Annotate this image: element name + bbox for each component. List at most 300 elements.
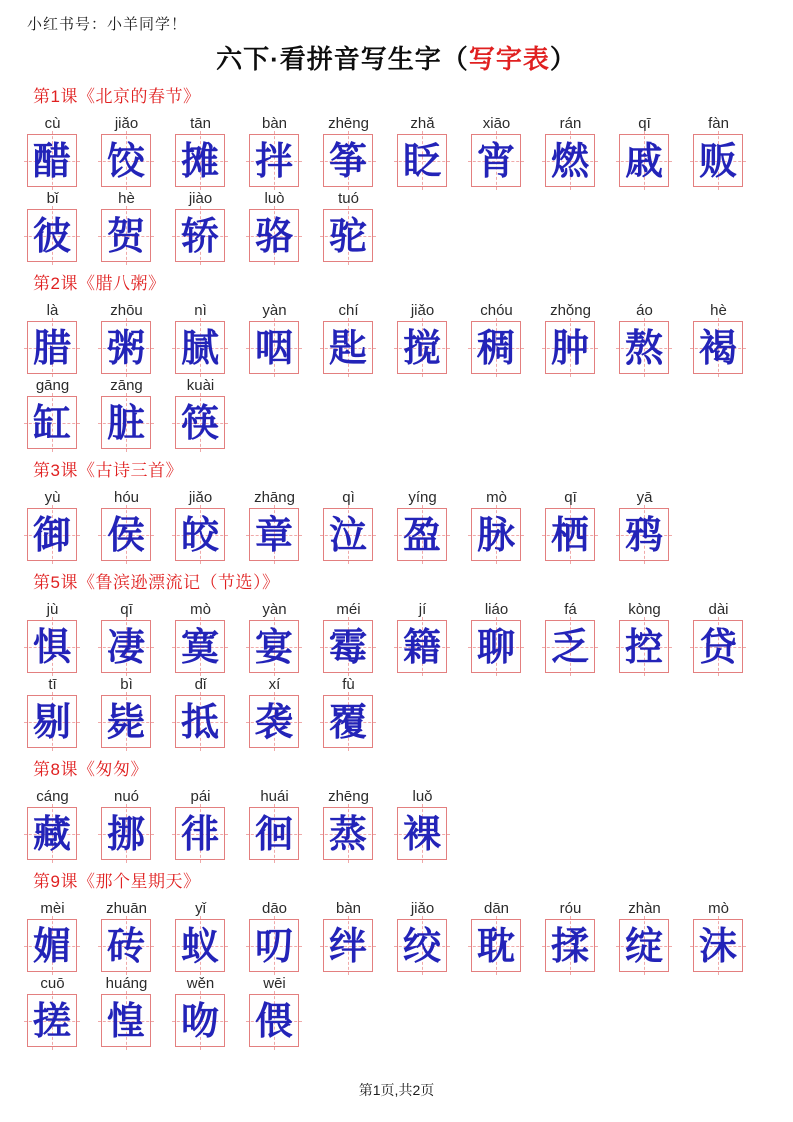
char-grid-box [397,919,447,972]
pinyin-label: là [46,302,59,319]
char-grid-box [471,620,521,673]
char-grid-box [27,396,77,449]
pinyin-label: zhōu [110,302,143,319]
pinyin-label: zhǒng [550,302,591,319]
char-row [27,601,766,673]
char-cell [101,788,152,860]
character-glyph: 籍 [402,623,441,669]
pinyin-label: bǐ [46,190,59,207]
char-grid-box [27,134,77,187]
char-cell [27,115,78,187]
char-cell [249,788,300,860]
char-grid-box [249,620,299,673]
character-glyph: 徊 [254,810,293,856]
char-grid-box [27,919,77,972]
char-row [27,676,766,748]
char-grid-box [323,321,373,374]
character-glyph: 徘 [180,810,219,856]
char-cell [101,115,152,187]
pinyin-label: rán [559,115,582,132]
character-glyph: 吻 [180,997,219,1043]
char-grid-box [249,994,299,1047]
character-glyph: 醋 [32,137,71,183]
char-cell [175,489,226,561]
char-cell [249,489,300,561]
pinyin-label: hè [118,190,135,207]
character-glyph: 粥 [106,324,145,370]
pinyin-label: xiāo [482,115,511,132]
character-glyph: 褐 [698,324,737,370]
character-glyph: 摊 [180,137,219,183]
char-grid-box [27,994,77,1047]
lesson-section [27,871,766,1047]
pinyin-label: huáng [105,975,148,992]
char-grid-box [101,209,151,262]
char-grid-box [175,508,225,561]
pinyin-label: xí [268,676,281,693]
character-glyph: 御 [32,511,71,557]
char-grid-box [471,508,521,561]
sections-container [27,86,766,1047]
char-row [27,900,766,972]
page-title [27,43,766,75]
char-cell [175,676,226,748]
char-cell [693,302,744,374]
character-glyph: 裸 [402,810,441,856]
pinyin-label: wēi [263,975,286,992]
char-cell [545,900,596,972]
char-cell [101,601,152,673]
character-glyph: 宴 [254,623,293,669]
char-cell [101,377,152,449]
char-cell [471,601,522,673]
character-glyph: 控 [624,623,663,669]
char-cell [175,975,226,1047]
pinyin-label: chóu [480,302,513,319]
pinyin-label: yàn [262,302,287,319]
pinyin-label: pái [190,788,211,805]
char-grid-box [693,620,743,673]
char-grid-box [27,620,77,673]
pinyin-label: mò [486,489,507,506]
char-cell [175,900,226,972]
char-grid-box [545,919,595,972]
pinyin-label: bàn [261,115,288,132]
char-cell [101,676,152,748]
character-glyph: 贩 [698,137,737,183]
pinyin-label: hè [710,302,727,319]
pinyin-label: huái [260,788,289,805]
pinyin-label: méi [336,601,361,618]
pinyin-label: zhēng [328,788,369,805]
char-grid-box [323,508,373,561]
char-grid-box [323,134,373,187]
lesson-section [27,759,766,860]
char-grid-box [397,321,447,374]
pinyin-label: fá [564,601,577,618]
char-grid-box [175,807,225,860]
lesson-section [27,572,766,748]
pinyin-label: zhàn [628,900,661,917]
pinyin-label: qī [564,489,577,506]
pinyin-label: fù [342,676,355,693]
pinyin-label: jù [46,601,59,618]
character-glyph: 乏 [550,623,589,669]
char-cell [101,302,152,374]
char-grid-box [397,620,447,673]
character-glyph: 眨 [402,137,441,183]
char-cell [619,115,670,187]
character-glyph: 藏 [32,810,71,856]
lesson-section [27,86,766,262]
char-cell [323,601,374,673]
lesson-heading: 第1课《北京的春节》 [33,87,201,106]
character-glyph: 耽 [476,922,515,968]
char-grid-box [175,919,225,972]
char-cell [175,601,226,673]
character-glyph: 抵 [180,698,219,744]
character-glyph: 蒸 [328,810,367,856]
pinyin-label: dài [708,601,729,618]
char-cell [471,115,522,187]
character-glyph: 皎 [180,511,219,557]
char-cell [323,676,374,748]
character-glyph: 聊 [476,623,515,669]
char-cell [323,489,374,561]
char-grid-box [175,321,225,374]
lesson-section [27,460,766,561]
pinyin-label: luǒ [412,788,433,805]
pinyin-label: nuó [113,788,140,805]
char-grid-box [101,321,151,374]
lesson-heading: 第3课《古诗三首》 [33,461,183,480]
character-glyph: 肿 [550,324,589,370]
lesson-heading: 第2课《腊八粥》 [33,274,166,293]
pinyin-label: wěn [186,975,215,992]
char-grid-box [175,209,225,262]
char-cell [323,115,374,187]
char-grid-box [249,695,299,748]
pinyin-label: bì [120,676,133,693]
char-grid-box [27,807,77,860]
char-grid-box [545,508,595,561]
pinyin-label: dǐ [194,676,207,693]
char-grid-box [693,321,743,374]
character-glyph: 鸦 [624,511,663,557]
char-grid-box [323,807,373,860]
char-cell [175,788,226,860]
pinyin-label: dān [483,900,510,917]
character-glyph: 惧 [32,623,71,669]
character-glyph: 脉 [476,511,515,557]
char-cell [175,190,226,262]
character-glyph: 盈 [402,511,441,557]
pinyin-label: jiào [188,190,213,207]
pinyin-label: mèi [40,900,65,917]
character-glyph: 剔 [32,698,71,744]
character-glyph: 覆 [328,698,367,744]
char-cell [471,302,522,374]
char-grid-box [545,134,595,187]
pinyin-label: kòng [628,601,661,618]
pinyin-label: luò [264,190,285,207]
char-grid-box [323,695,373,748]
pinyin-label: nì [194,302,207,319]
char-cell [471,900,522,972]
character-glyph: 骆 [254,212,293,258]
char-grid-box [249,508,299,561]
character-glyph: 揉 [550,922,589,968]
char-cell [619,900,670,972]
char-grid-box [101,620,151,673]
character-glyph: 袭 [254,698,293,744]
char-grid-box [101,134,151,187]
character-glyph: 惶 [106,997,145,1043]
char-cell [397,601,448,673]
char-cell [693,601,744,673]
char-grid-box [471,321,521,374]
char-cell [397,302,448,374]
pinyin-label: liáo [484,601,509,618]
character-glyph: 咽 [254,324,293,370]
character-glyph: 蚁 [180,922,219,968]
pinyin-label: jiǎo [188,489,213,506]
char-cell [27,302,78,374]
lesson-heading: 第9课《那个星期天》 [33,872,201,891]
char-cell [619,302,670,374]
char-cell [27,975,78,1047]
char-cell [101,489,152,561]
char-cell [693,115,744,187]
character-glyph: 彼 [32,212,71,258]
character-glyph: 熬 [624,324,663,370]
char-cell [27,601,78,673]
character-glyph: 叨 [254,922,293,968]
char-grid-box [249,134,299,187]
char-grid-box [175,396,225,449]
char-cell [397,115,448,187]
character-glyph: 章 [254,511,293,557]
page-title-highlight: 写字表 [468,44,550,74]
character-glyph: 沫 [698,922,737,968]
char-grid-box [619,508,669,561]
char-grid-box [175,620,225,673]
pinyin-label: zhuān [106,900,147,917]
char-cell [471,489,522,561]
character-glyph: 腻 [180,324,219,370]
char-grid-box [27,209,77,262]
pinyin-label: yǐ [195,900,206,917]
char-grid-box [101,994,151,1047]
pinyin-label: hóu [113,489,140,506]
character-glyph: 稠 [476,324,515,370]
char-grid-box [27,508,77,561]
pinyin-label: yā [636,489,653,506]
char-grid-box [101,695,151,748]
char-cell [27,900,78,972]
watermark-text: 小红书号：小羊同学！ [27,16,188,33]
pinyin-label: cù [44,115,61,132]
character-glyph: 驼 [328,212,367,258]
character-glyph: 贷 [698,623,737,669]
character-glyph: 筝 [328,137,367,183]
char-grid-box [619,620,669,673]
char-row [27,377,766,449]
character-glyph: 戚 [624,137,663,183]
character-glyph: 寞 [180,623,219,669]
pinyin-label: fàn [708,115,729,132]
lesson-heading: 第5课《鲁滨逊漂流记（节选）》 [33,573,280,592]
character-glyph: 媚 [32,922,71,968]
character-glyph: 匙 [328,324,367,370]
char-cell [693,900,744,972]
pinyin-label: tān [190,115,211,132]
character-glyph: 挪 [106,810,145,856]
char-grid-box [175,134,225,187]
character-glyph: 绊 [328,922,367,968]
char-grid-box [249,919,299,972]
char-cell [397,900,448,972]
pinyin-label: yù [44,489,61,506]
char-cell [545,302,596,374]
char-grid-box [545,321,595,374]
character-glyph: 缸 [32,399,71,445]
pinyin-label: jiǎo [114,115,139,132]
char-grid-box [101,396,151,449]
pinyin-label: jí [418,601,427,618]
pinyin-label: zhēng [328,115,369,132]
pinyin-label: yàn [262,601,287,618]
char-grid-box [27,695,77,748]
character-glyph: 燃 [550,137,589,183]
char-grid-box [249,807,299,860]
pinyin-label: mò [190,601,211,618]
pinyin-label: cáng [36,788,69,805]
char-cell [323,302,374,374]
char-grid-box [249,321,299,374]
char-cell [101,190,152,262]
char-cell [323,900,374,972]
pinyin-label: qī [120,601,133,618]
char-row [27,302,766,374]
char-cell [397,788,448,860]
char-grid-box [249,209,299,262]
char-grid-box [175,994,225,1047]
character-glyph: 泣 [328,511,367,557]
char-grid-box [175,695,225,748]
char-grid-box [619,321,669,374]
pinyin-label: mò [708,900,729,917]
char-cell [27,676,78,748]
page-title-suffix: ） [549,44,577,74]
pinyin-label: jiǎo [410,302,435,319]
char-cell [545,489,596,561]
char-cell [545,115,596,187]
char-cell [27,190,78,262]
char-grid-box [101,508,151,561]
char-grid-box [693,919,743,972]
char-row [27,190,766,262]
char-grid-box [397,134,447,187]
char-cell [249,601,300,673]
pinyin-label: zhǎ [410,115,435,132]
char-cell [27,489,78,561]
char-cell [101,900,152,972]
char-grid-box [101,919,151,972]
character-glyph: 宵 [476,137,515,183]
pinyin-label: zhāng [254,489,295,506]
character-glyph: 轿 [180,212,219,258]
char-grid-box [323,620,373,673]
char-grid-box [693,134,743,187]
pinyin-label: tī [48,676,57,693]
char-cell [323,788,374,860]
char-grid-box [471,134,521,187]
lesson-heading: 第8课《匆匆》 [33,760,148,779]
pinyin-label: chí [338,302,359,319]
page-title-prefix: 六下·看拼音写生字（ [216,44,469,74]
pinyin-label: kuài [186,377,215,394]
char-row [27,975,766,1047]
char-cell [619,489,670,561]
character-glyph: 凄 [106,623,145,669]
char-row [27,115,766,187]
pinyin-label: qì [342,489,355,506]
char-cell [249,302,300,374]
char-cell [175,115,226,187]
char-cell [397,489,448,561]
char-grid-box [27,321,77,374]
character-glyph: 偎 [254,997,293,1043]
char-grid-box [619,919,669,972]
pinyin-label: cuō [40,975,65,992]
char-cell [175,377,226,449]
char-cell [101,975,152,1047]
char-grid-box [323,919,373,972]
char-cell [619,601,670,673]
char-cell [175,302,226,374]
page-number: 第1页,共2页 [358,1082,435,1098]
char-cell [249,900,300,972]
character-glyph: 筷 [180,399,219,445]
pinyin-label: jiǎo [410,900,435,917]
pinyin-label: tuó [338,190,359,207]
char-grid-box [323,209,373,262]
character-glyph: 贺 [106,212,145,258]
pinyin-label: bàn [335,900,362,917]
pinyin-label: áo [636,302,653,319]
character-glyph: 脏 [106,399,145,445]
char-cell [27,788,78,860]
character-glyph: 饺 [106,137,145,183]
char-grid-box [471,919,521,972]
char-row [27,489,766,561]
pinyin-label: gāng [35,377,70,394]
character-glyph: 栖 [550,511,589,557]
character-glyph: 腊 [32,324,71,370]
character-glyph: 拌 [254,137,293,183]
character-glyph: 搅 [402,324,441,370]
char-grid-box [397,508,447,561]
char-cell [249,190,300,262]
char-cell [545,601,596,673]
character-glyph: 搓 [32,997,71,1043]
char-cell [27,377,78,449]
character-glyph: 砖 [106,922,145,968]
character-glyph: 绽 [624,922,663,968]
character-glyph: 毙 [106,698,145,744]
character-glyph: 绞 [402,922,441,968]
